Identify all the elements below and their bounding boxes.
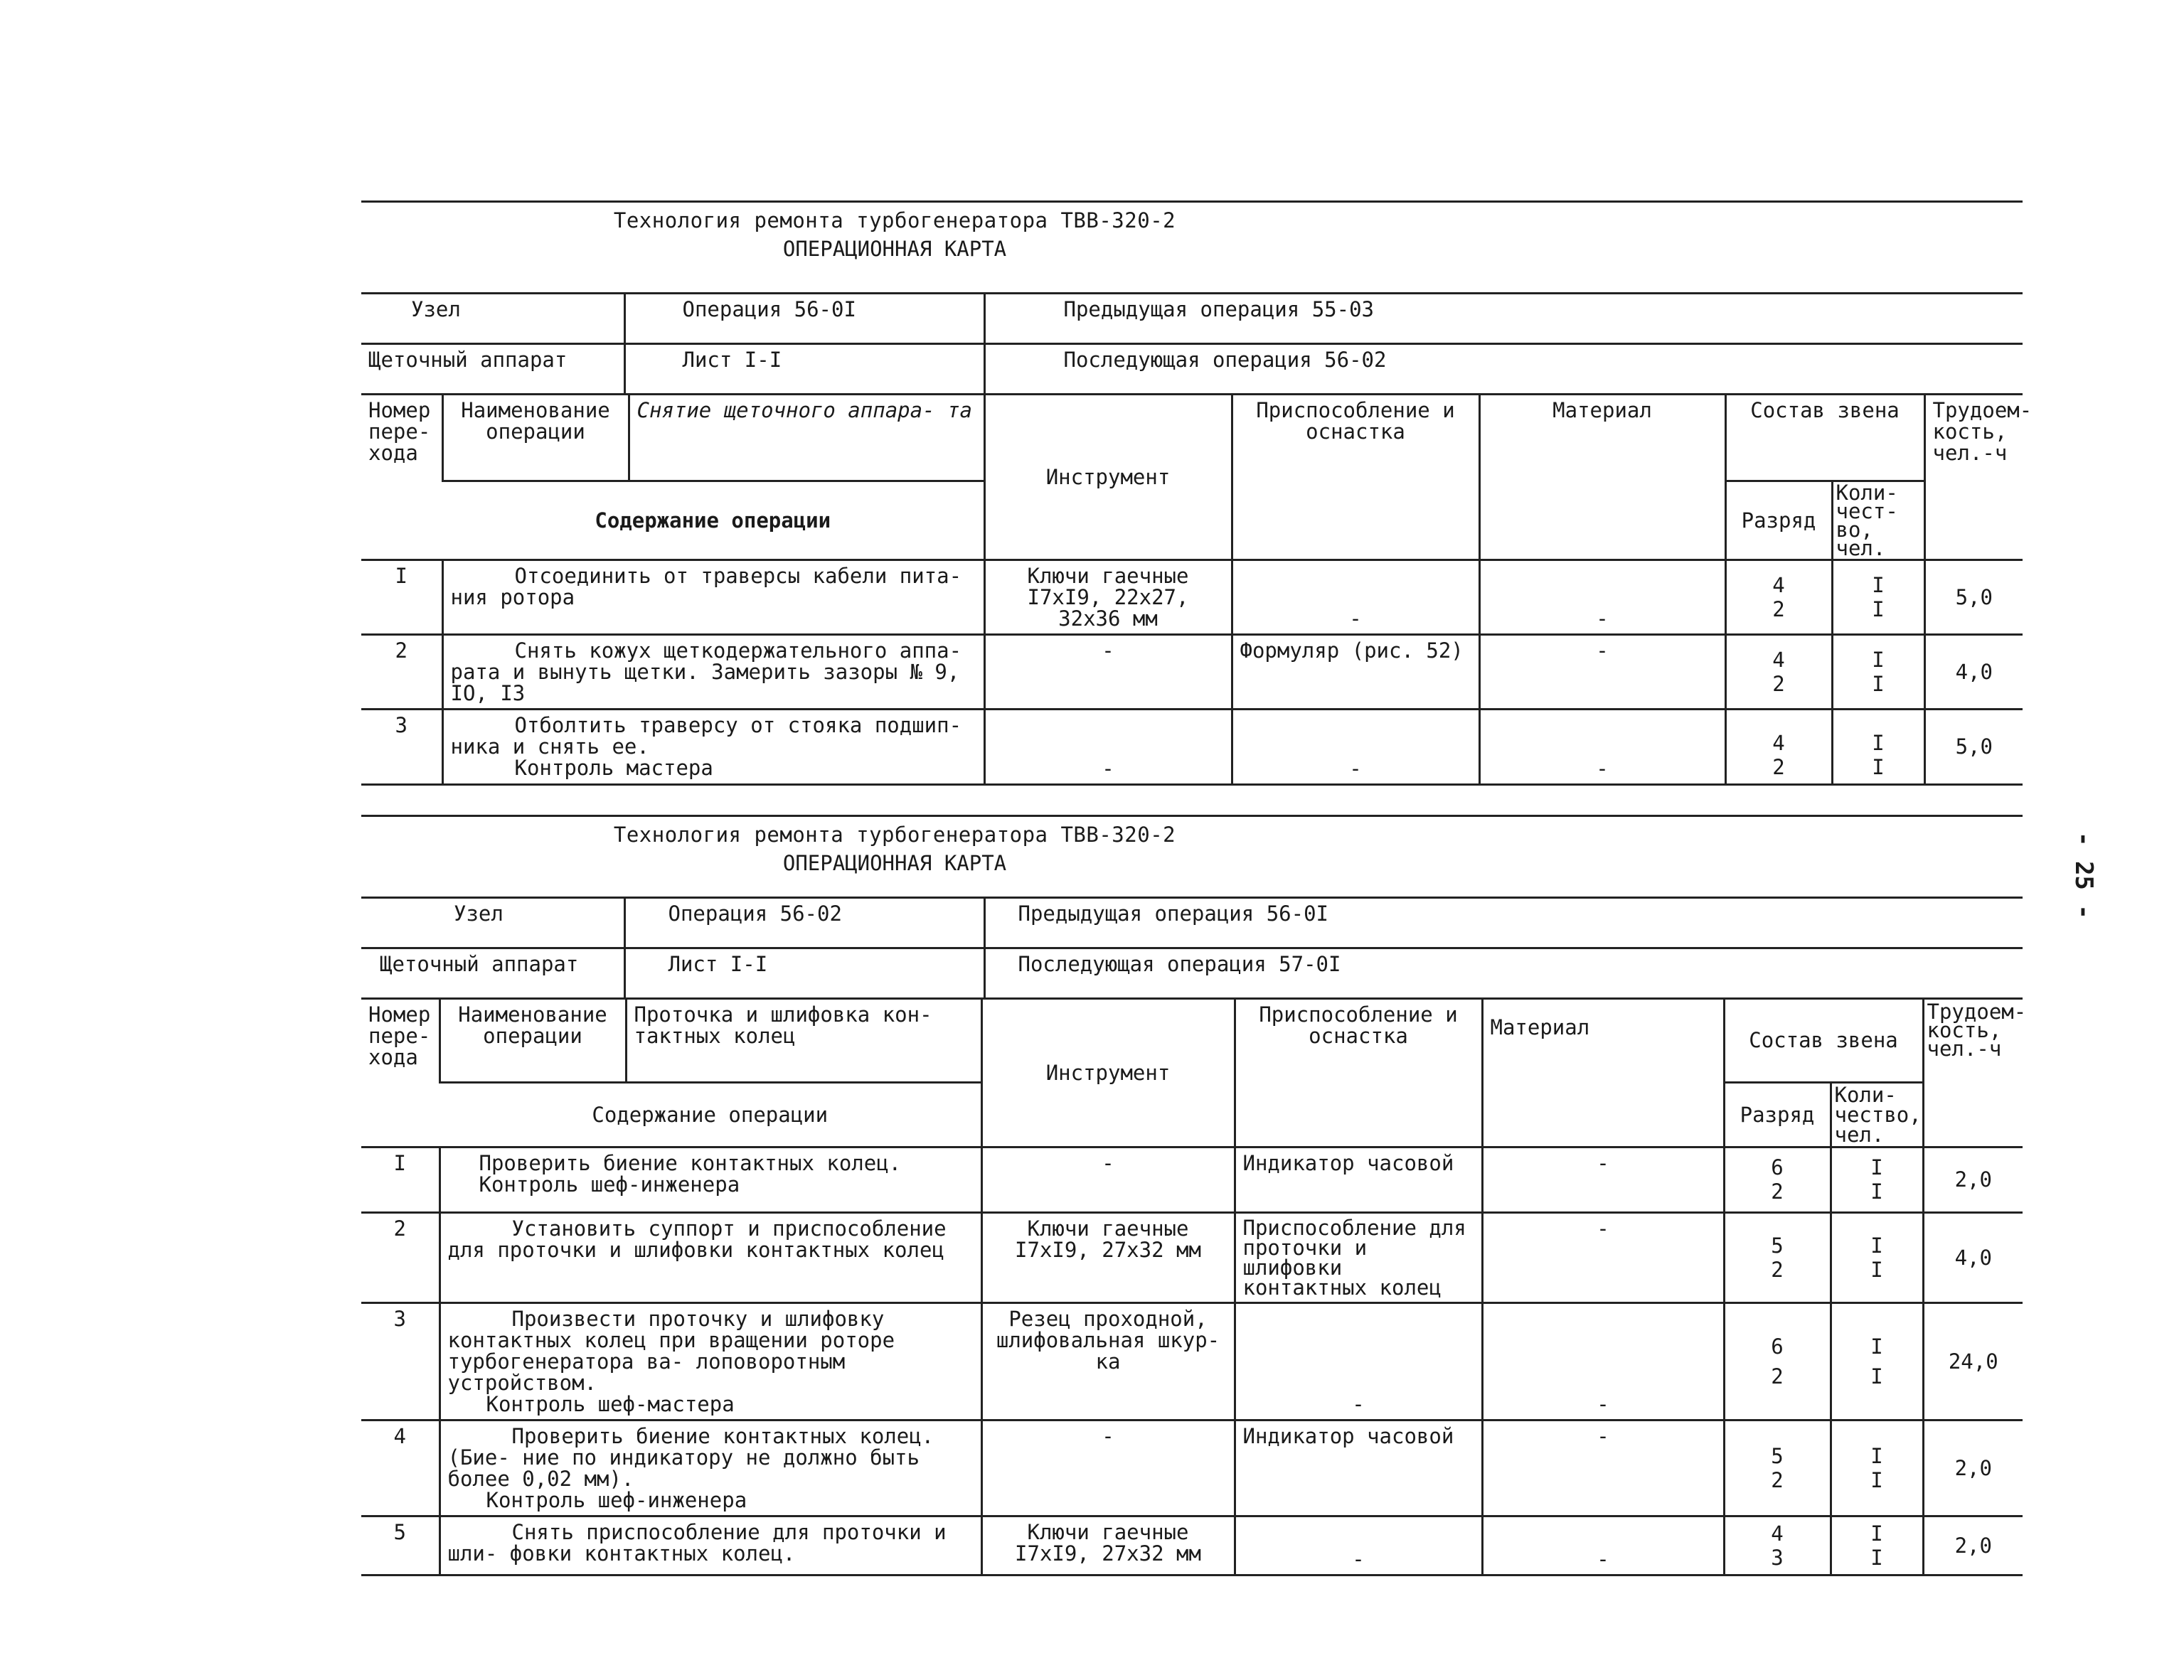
row-grade <box>1725 709 1832 784</box>
operations-table <box>361 395 2033 786</box>
grade-a: 4 <box>1772 730 1785 755</box>
row-grade <box>1724 1420 1831 1516</box>
col-labor-header: Трудоем- кость, чел.-ч <box>1924 395 2023 560</box>
col-labor-header: Трудоем- кость, чел.-ч <box>1923 1000 2023 1147</box>
operation-number: Операция 56-0I <box>624 294 984 344</box>
grade-a: 5 <box>1771 1233 1784 1258</box>
row-control: Контроль шеф-инженера <box>479 1172 740 1197</box>
row-number: 4 <box>361 1420 440 1516</box>
row-text: Произвести проточку и шлифовку контактных колец при вращении роторе турбогенератора ва- лоповоротным устройством. <box>447 1306 895 1395</box>
prev-operation: Предыдущая операция 56-0I <box>984 898 2023 948</box>
row-text: Отсоединить от траверсы кабели пита- ния ротора <box>442 560 984 634</box>
top-rule <box>361 200 2023 203</box>
col-material-header: Материал <box>1482 1000 1724 1147</box>
table-row <box>361 634 2023 709</box>
card-title: Технология ремонта турбогенератора ТВВ-320-2 <box>613 823 1176 847</box>
row-qty <box>1831 1302 1923 1420</box>
row-tool: - <box>981 1147 1235 1212</box>
operation-card-1 <box>361 200 2033 786</box>
row-fixture: - <box>1235 1302 1482 1420</box>
row-tool: Ключи гаечные I7xI9, 27x32 мм <box>981 1516 1235 1575</box>
row-labor: 2,0 <box>1923 1516 2023 1575</box>
row-tool: - <box>984 709 1232 784</box>
row-labor: 5,0 <box>1924 709 2023 784</box>
card-subtitle: ОПЕРАЦИОННАЯ КАРТА <box>782 237 1007 261</box>
row-qty <box>1831 1516 1923 1575</box>
row-text: Снять кожух щеткодержательного аппа- рата и вынуть щетки. Замерить зазоры № 9, IO, I3 <box>442 634 984 709</box>
uzel-label: Узел <box>361 294 624 344</box>
row-labor: 5,0 <box>1924 560 2023 634</box>
col-content-header: Содержание операции <box>442 481 984 560</box>
col-crew-header: Состав звена <box>1725 395 1924 481</box>
row-material: - <box>1482 1212 1724 1302</box>
row-grade <box>1724 1516 1831 1575</box>
row-number: 3 <box>361 709 442 784</box>
row-grade <box>1724 1302 1831 1420</box>
row-qty <box>1832 634 1924 709</box>
row-fixture: Приспособление для проточки и шлифовки контактных колец <box>1235 1212 1482 1302</box>
row-text-cell <box>442 709 984 784</box>
qty-b: I <box>1870 1545 1883 1570</box>
qty-a: I <box>1872 730 1885 755</box>
row-labor: 24,0 <box>1923 1302 2023 1420</box>
qty-b: I <box>1870 1467 1883 1492</box>
col-qty-header: Коли- чест- во, чел. <box>1832 481 1924 560</box>
row-material: - <box>1482 1302 1724 1420</box>
row-material: - <box>1482 1420 1724 1516</box>
col-fixture-header: Приспособление и оснастка <box>1235 1000 1482 1147</box>
row-number: 2 <box>361 1212 440 1302</box>
uzel-label: Узел <box>361 898 624 948</box>
qty-b: I <box>1872 596 1885 621</box>
row-labor: 4,0 <box>1923 1212 2023 1302</box>
table-row <box>361 1516 2023 1575</box>
col-grade-header: Разряд <box>1724 1082 1831 1147</box>
qty-a: I <box>1870 1155 1883 1179</box>
col-num-header: Номер пере- хода <box>361 1000 440 1147</box>
operation-number: Операция 56-02 <box>624 898 984 948</box>
table-row <box>361 560 2023 634</box>
row-text: Отболтить траверсу от стояка подшип- ника и снять ее. <box>450 712 962 759</box>
grade-b: 2 <box>1771 1467 1784 1492</box>
grade-b: 2 <box>1772 671 1785 696</box>
uzel-value: Щеточный аппарат <box>361 948 624 999</box>
row-number: I <box>361 560 442 634</box>
col-tool-header: Инструмент <box>984 395 1232 560</box>
header-table <box>361 292 2023 395</box>
grade-a: 4 <box>1772 647 1785 672</box>
qty-a: I <box>1872 572 1885 597</box>
row-qty <box>1832 709 1924 784</box>
row-control: Контроль шеф-мастера <box>486 1391 735 1416</box>
row-material: - <box>1479 634 1725 709</box>
col-qty-header: Коли- чество, чел. <box>1831 1082 1923 1147</box>
row-grade <box>1725 634 1832 709</box>
row-qty <box>1831 1212 1923 1302</box>
grade-b: 2 <box>1771 1364 1784 1389</box>
row-tool: Ключи гаечные I7xI9, 22x27, 32x36 мм <box>984 560 1232 634</box>
row-text: Проверить биение контактных колец. (Бие- ние по индикатору не должно быть более 0,02 мм). <box>447 1423 934 1491</box>
next-operation: Последующая операция 57-0I <box>984 948 2023 999</box>
card-title: Технология ремонта турбогенератора ТВВ-320-2 <box>613 208 1176 232</box>
row-fixture: - <box>1232 560 1479 634</box>
row-number: 5 <box>361 1516 440 1575</box>
uzel-value: Щеточный аппарат <box>361 344 624 395</box>
row-material: - <box>1482 1516 1724 1575</box>
row-labor: 2,0 <box>1923 1147 2023 1212</box>
col-name-header: Наименование операции <box>440 1000 626 1082</box>
col-name-header: Наименование операции <box>442 395 629 481</box>
row-text-cell <box>440 1420 981 1516</box>
row-grade <box>1725 560 1832 634</box>
header-table <box>361 897 2023 1000</box>
row-control: Контроль мастера <box>514 755 713 780</box>
row-number: 2 <box>361 634 442 709</box>
row-number: I <box>361 1147 440 1212</box>
row-qty <box>1832 560 1924 634</box>
row-text: Снять приспособление для проточки и шли- фовки контактных колец. <box>440 1516 981 1575</box>
page-number: - 25 - <box>2070 832 2098 919</box>
row-grade <box>1724 1147 1831 1212</box>
row-number: 3 <box>361 1302 440 1420</box>
qty-b: I <box>1872 671 1885 696</box>
card-subtitle: ОПЕРАЦИОННАЯ КАРТА <box>782 851 1007 875</box>
grade-b: 3 <box>1771 1545 1784 1570</box>
col-grade-header: Разряд <box>1725 481 1832 560</box>
row-fixture: Формуляр (рис. 52) <box>1232 634 1479 709</box>
table-row <box>361 1147 2023 1212</box>
row-material: - <box>1479 709 1725 784</box>
grade-a: 5 <box>1771 1443 1784 1468</box>
row-text: Установить суппорт и приспособление для проточки и шлифовки контактных колец <box>440 1212 981 1302</box>
col-fixture-header: Приспособление и оснастка <box>1232 395 1479 560</box>
row-tool: - <box>984 634 1232 709</box>
row-material: - <box>1482 1147 1724 1212</box>
row-grade <box>1724 1212 1831 1302</box>
row-text-cell <box>440 1302 981 1420</box>
row-fixture: Индикатор часовой <box>1235 1147 1482 1212</box>
row-qty <box>1831 1420 1923 1516</box>
qty-b: I <box>1870 1364 1883 1389</box>
col-material-header: Материал <box>1479 395 1725 560</box>
row-tool: - <box>981 1420 1235 1516</box>
col-content-header: Содержание операции <box>440 1082 981 1147</box>
grade-a: 4 <box>1771 1521 1784 1546</box>
row-labor: 2,0 <box>1923 1420 2023 1516</box>
operation-title: Снятие щеточного аппара- та <box>629 395 984 481</box>
row-fixture: Индикатор часовой <box>1235 1420 1482 1516</box>
row-fixture: - <box>1232 709 1479 784</box>
grade-b: 2 <box>1771 1257 1784 1282</box>
table-row <box>361 1420 2023 1516</box>
prev-operation: Предыдущая операция 55-03 <box>984 294 2023 344</box>
col-crew-header: Состав звена <box>1724 1000 1923 1082</box>
row-tool: Ключи гаечные I7xI9, 27x32 мм <box>981 1212 1235 1302</box>
operation-title: Проточка и шлифовка кон- тактных колец <box>626 1000 981 1082</box>
qty-a: I <box>1870 1334 1883 1359</box>
col-num-header: Номер пере- хода <box>361 395 442 560</box>
row-text: Проверить биение контактных колец. <box>479 1150 902 1175</box>
qty-b: I <box>1870 1257 1883 1282</box>
qty-a: I <box>1870 1443 1883 1468</box>
row-material: - <box>1479 560 1725 634</box>
grade-a: 6 <box>1771 1334 1784 1359</box>
row-control: Контроль шеф-инженера <box>486 1487 747 1512</box>
table-row <box>361 1302 2023 1420</box>
grade-a: 6 <box>1771 1155 1784 1179</box>
qty-b: I <box>1872 754 1885 779</box>
row-fixture: - <box>1235 1516 1482 1575</box>
grade-b: 2 <box>1772 596 1785 621</box>
col-tool-header: Инструмент <box>981 1000 1235 1147</box>
table-row <box>361 1212 2023 1302</box>
operation-card-2 <box>361 815 2027 1576</box>
row-labor: 4,0 <box>1924 634 2023 709</box>
row-text-cell <box>440 1147 981 1212</box>
qty-b: I <box>1870 1179 1883 1204</box>
operations-table <box>361 1000 2027 1576</box>
next-operation: Последующая операция 56-02 <box>984 344 2023 395</box>
sheet-number: Лист I-I <box>624 948 984 999</box>
grade-b: 2 <box>1771 1179 1784 1204</box>
row-qty <box>1831 1147 1923 1212</box>
top-rule <box>361 815 2023 817</box>
table-row <box>361 709 2023 784</box>
qty-a: I <box>1872 647 1885 672</box>
grade-a: 4 <box>1772 572 1785 597</box>
grade-b: 2 <box>1772 754 1785 779</box>
qty-a: I <box>1870 1521 1883 1546</box>
row-tool: Резец проходной, шлифовальная шкур- ка <box>981 1302 1235 1420</box>
sheet-number: Лист I-I <box>624 344 984 395</box>
qty-a: I <box>1870 1233 1883 1258</box>
